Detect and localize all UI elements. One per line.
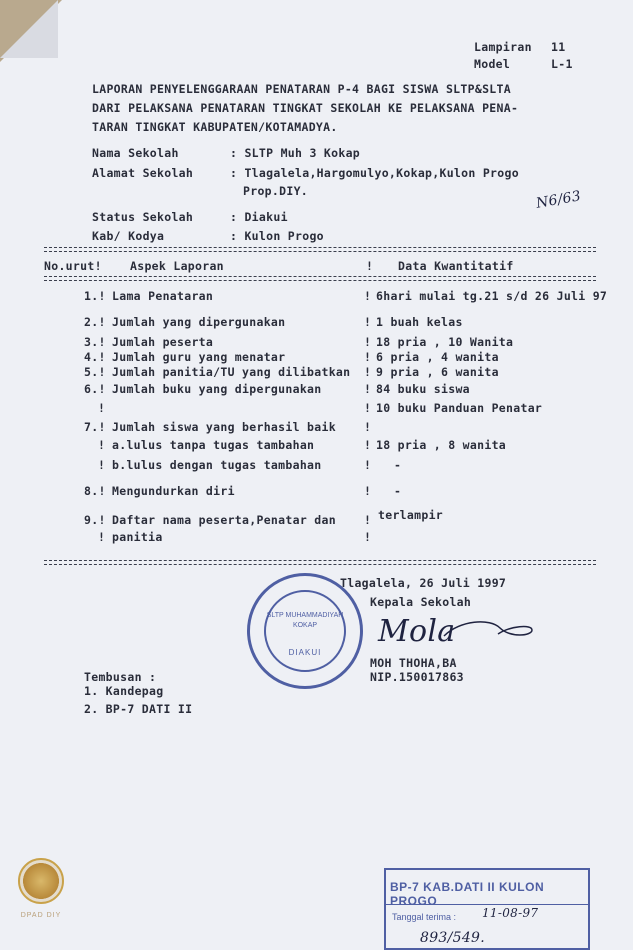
stamp-center-text: SLTP MUHAMMADIYAH: [266, 612, 344, 619]
row-7a-no: !: [98, 438, 106, 452]
status-sekolah-value: : Diakui: [230, 210, 288, 224]
alamat-sekolah-value: : Tlagalela,Hargomulyo,Kokap,Kulon Progo: [230, 166, 519, 180]
row-9-sep: !: [364, 513, 372, 527]
margin-handwritten-note: N6/63: [534, 188, 583, 212]
row-7-no: 7.!: [84, 420, 106, 434]
row-9-aspek: Daftar nama peserta,Penatar dan: [112, 513, 336, 527]
row-1-sep: !: [364, 289, 372, 303]
nama-sekolah-label: Nama Sekolah: [92, 146, 179, 160]
kab-kodya-value: : Kulon Progo: [230, 229, 324, 243]
alamat-sekolah-label: Alamat Sekolah: [92, 166, 194, 180]
row-4-no: 4.!: [84, 350, 106, 364]
row-6b-data: 10 buku Panduan Penatar: [376, 401, 543, 415]
row-4-aspek: Jumlah guru yang menatar: [112, 350, 286, 364]
row-9b-sep: !: [364, 530, 372, 544]
receipt-stamp-divider: [386, 904, 588, 905]
row-8-data: -: [394, 484, 402, 498]
row-2-sep: !: [364, 315, 372, 329]
row-6-aspek: Jumlah buku yang dipergunakan: [112, 382, 322, 396]
alamat-sekolah-value-2: Prop.DIY.: [243, 184, 309, 198]
model-label: Model: [474, 57, 511, 71]
row-6b-no: !: [98, 401, 106, 415]
lampiran-value: 11: [551, 40, 566, 54]
row-5-aspek: Jumlah panitia/TU yang dilibatkan: [112, 365, 351, 379]
table-header-data: Data Kwantitatif: [398, 259, 514, 273]
archive-logo-text: DPAD DIY: [20, 912, 62, 919]
stamp-inner-ring: [264, 590, 346, 672]
row-9b-aspek: panitia: [112, 530, 163, 544]
archive-logo-icon: [18, 858, 64, 904]
row-1-aspek: Lama Penataran: [112, 289, 214, 303]
tembusan-item-2: 2. BP-7 DATI II: [84, 702, 193, 716]
title-line-3: TARAN TINGKAT KABUPATEN/KOTAMADYA.: [92, 120, 338, 134]
place-date: Tlagalela, 26 Juli 1997: [340, 576, 507, 590]
row-7a-sep: !: [364, 438, 372, 452]
row-1-data: 6hari mulai tg.21 s/d 26 Juli 97: [376, 289, 608, 303]
row-3-data: 18 pria , 10 Wanita: [376, 335, 514, 349]
row-2-aspek: Jumlah yang dipergunakan: [112, 315, 286, 329]
row-7a-data: 18 pria , 8 wanita: [376, 438, 507, 452]
receipt-stamp-header: BP-7 KAB.DATI II KULON PROGO: [390, 880, 545, 908]
stamp-center-text-2: KOKAP: [292, 622, 318, 629]
table-header-rule: [44, 276, 596, 281]
row-8-aspek: Mengundurkan diri: [112, 484, 235, 498]
row-3-no: 3.!: [84, 335, 106, 349]
row-3-aspek: Jumlah peserta: [112, 335, 214, 349]
row-9b-no: !: [98, 530, 106, 544]
row-6-no: 6.!: [84, 382, 106, 396]
table-bottom-rule: [44, 560, 596, 565]
folded-corner-back: [0, 0, 58, 58]
row-5-data: 9 pria , 6 wanita: [376, 365, 499, 379]
model-value: L-1: [551, 57, 573, 71]
row-6-data: 84 buku siswa: [376, 382, 470, 396]
row-2-data: 1 buah kelas: [376, 315, 463, 329]
row-8-no: 8.!: [84, 484, 106, 498]
row-5-no: 5.!: [84, 365, 106, 379]
row-7b-data: -: [394, 458, 402, 472]
school-round-stamp: [247, 573, 363, 689]
row-7-sep: !: [364, 420, 372, 434]
table-header-sep: !: [366, 259, 374, 273]
row-9-data: terlampir: [378, 508, 444, 522]
receipt-stamp: [384, 868, 590, 950]
title-line-2: DARI PELAKSANA PENATARAN TINGKAT SEKOLAH KE PELAKSANA PENA-: [92, 101, 519, 115]
row-9-no: 9.!: [84, 513, 106, 527]
row-6-sep: !: [364, 382, 372, 396]
signature-role: Kepala Sekolah: [370, 595, 472, 609]
status-sekolah-label: Status Sekolah: [92, 210, 194, 224]
receipt-number: 893/549.: [420, 930, 486, 946]
tembusan-label: Tembusan :: [84, 670, 157, 684]
stamp-diakui-text: DIAKUI: [288, 648, 322, 657]
row-2-no: 2.!: [84, 315, 106, 329]
signatory-nip: NIP.150017863: [370, 670, 464, 684]
row-8-sep: !: [364, 484, 372, 498]
table-top-rule: [44, 247, 596, 252]
row-4-data: 6 pria , 4 wanita: [376, 350, 499, 364]
receipt-date-value: 11-08-97: [482, 906, 539, 920]
row-6b-sep: !: [364, 401, 372, 415]
nama-sekolah-value: : SLTP Muh 3 Kokap: [230, 146, 361, 160]
signature-flourish: [440, 616, 536, 646]
signatory-name: MOH THOHA,BA: [370, 656, 457, 670]
title-line-1: LAPORAN PENYELENGGARAAN PENATARAN P-4 BAGI SISWA SLTP&SLTA: [92, 82, 511, 96]
row-4-sep: !: [364, 350, 372, 364]
row-7b-sep: !: [364, 458, 372, 472]
table-header-no: No.urut!: [44, 259, 102, 273]
row-7a-aspek: a.lulus tanpa tugas tambahan: [112, 438, 315, 452]
row-7b-no: !: [98, 458, 106, 472]
row-7b-aspek: b.lulus dengan tugas tambahan: [112, 458, 322, 472]
kab-kodya-label: Kab/ Kodya: [92, 229, 165, 243]
row-5-sep: !: [364, 365, 372, 379]
lampiran-label: Lampiran: [474, 40, 532, 54]
handwritten-signature: Mola: [378, 614, 456, 649]
row-7-aspek: Jumlah siswa yang berhasil baik: [112, 420, 336, 434]
tembusan-item-1: 1. Kandepag: [84, 684, 164, 698]
receipt-date-label: Tanggal terima :: [392, 912, 457, 922]
table-header-aspek: Aspek Laporan: [130, 259, 224, 273]
row-3-sep: !: [364, 335, 372, 349]
row-1-no: 1.!: [84, 289, 106, 303]
